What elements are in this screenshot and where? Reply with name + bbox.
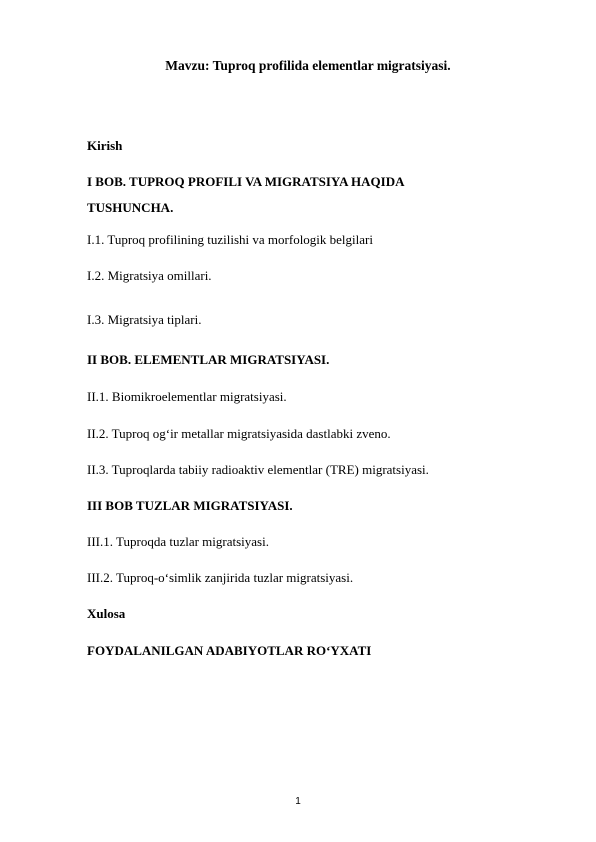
toc-conclusion: Xulosa	[87, 606, 126, 621]
toc-section-3-2: III.2. Tuproq-o‘simlik zanjirida tuzlar migratsiyasi.	[87, 570, 354, 585]
toc-section-3-1: III.1. Tuproqda tuzlar migratsiyasi.	[87, 534, 269, 549]
toc-chapter-3: III BOB TUZLAR MIGRATSIYASI.	[87, 498, 293, 513]
toc-references: FOYDALANILGAN ADABIYOTLAR RO‘YXATI	[87, 643, 372, 658]
toc-section-2-2: II.2. Tuproq og‘ir metallar migratsiyasida dastlabki zveno.	[87, 426, 391, 441]
toc-introduction: Kirish	[87, 138, 123, 153]
document-title: Mavzu: Tuproq profilida elementlar migratsiyasi.	[165, 58, 451, 73]
page-number: 1	[295, 796, 301, 807]
toc-chapter-1: I BOB. TUPROQ PROFILI VA MIGRATSIYA HAQIDA TUSHUNCHA.	[87, 174, 404, 215]
toc-section-1-3: I.3. Migratsiya tiplari.	[87, 312, 202, 327]
toc-chapter-2: II BOB. ELEMENTLAR MIGRATSIYASI.	[87, 352, 330, 367]
toc-section-2-3: II.3. Tuproqlarda tabiiy radioaktiv elementlar (TRE) migratsiyasi.	[87, 462, 429, 477]
toc-section-1-2: I.2. Migratsiya omillari.	[87, 268, 212, 283]
toc-section-1-1: I.1. Tuproq profilining tuzilishi va morfologik belgilari	[87, 232, 373, 247]
toc-section-2-1: II.1. Biomikroelementlar migratsiyasi.	[87, 389, 287, 404]
